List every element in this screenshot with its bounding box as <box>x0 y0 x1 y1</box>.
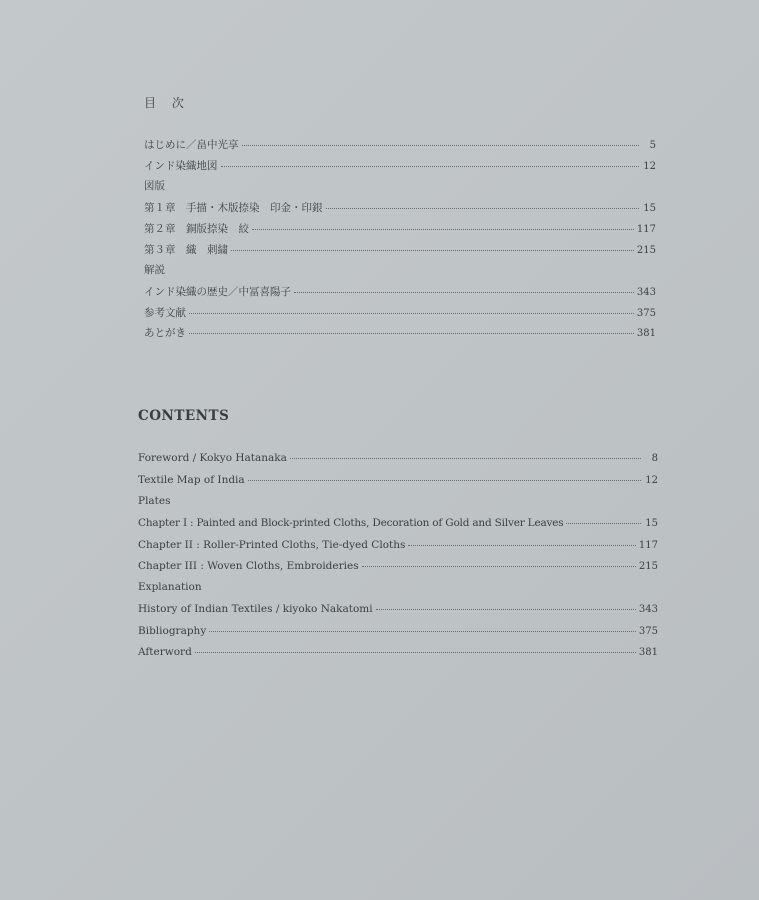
toc-entry <box>144 325 656 343</box>
dotted-leader <box>362 566 636 567</box>
toc-entry-title: Chapter I : Painted and Block-printed Cloths, Decoration of Gold and Silver Leaves <box>138 517 564 529</box>
dotted-leader <box>221 166 640 167</box>
toc-entry <box>138 539 658 557</box>
toc-entry-title: Foreword / Kokyo Hatanaka <box>138 452 287 464</box>
toc-entry <box>144 137 656 155</box>
toc-entry-title: インド染織の歴史／中冨喜陽子 <box>144 286 291 298</box>
dotted-leader <box>189 333 634 334</box>
dotted-leader <box>195 652 636 653</box>
toc-entry-page: 15 <box>643 203 656 214</box>
toc-section-label <box>144 178 656 196</box>
toc-entry-page: 381 <box>638 647 658 658</box>
dotted-leader <box>242 145 640 146</box>
toc-entry-title: Chapter II : Roller-Printed Cloths, Tie-dyed Cloths <box>138 539 406 551</box>
dotted-leader <box>326 208 640 209</box>
toc-section-label <box>138 581 658 599</box>
toc-entry-page: 12 <box>645 475 658 486</box>
toc-section-label <box>144 262 656 280</box>
toc-entry-title: 参考文献 <box>144 307 186 319</box>
toc-entry-title: Plates <box>138 495 171 507</box>
toc-entry-page: 5 <box>649 140 656 151</box>
toc-entry <box>138 560 658 578</box>
toc-entry-page: 381 <box>636 328 656 339</box>
dotted-leader <box>566 523 641 524</box>
toc-entry-page: 343 <box>638 604 658 615</box>
toc-entry <box>138 474 658 492</box>
toc-entry-title: Textile Map of India <box>138 474 245 486</box>
dotted-leader <box>189 313 634 314</box>
toc-entry-title: 第１章 手描・木版捺染 印金・印銀 <box>144 202 323 214</box>
toc-entry <box>138 452 658 470</box>
toc-entry-page: 375 <box>638 626 658 637</box>
toc-entry <box>138 603 658 621</box>
toc-entry <box>144 284 656 302</box>
toc-entry <box>138 625 658 643</box>
toc-entry-page: 215 <box>636 245 656 256</box>
toc-entry <box>138 517 658 535</box>
toc-entry-title: 第２章 銅版捺染 絞 <box>144 223 249 235</box>
dotted-leader <box>290 458 641 459</box>
toc-section-label <box>138 495 658 513</box>
toc-entry-title: History of Indian Textiles / kiyoko Nakatomi <box>138 603 373 615</box>
japanese-contents-heading: 目 次 <box>144 96 190 110</box>
toc-entry-page: 117 <box>638 540 658 551</box>
toc-entry-title: はじめに／畠中光享 <box>144 139 239 151</box>
dotted-leader <box>209 631 636 632</box>
toc-entry-title: Chapter III : Woven Cloths, Embroideries <box>138 560 359 572</box>
dotted-leader <box>376 609 636 610</box>
toc-entry-title: 図版 <box>144 180 165 192</box>
dotted-leader <box>408 545 636 546</box>
dotted-leader <box>248 480 641 481</box>
toc-entry-title: Afterword <box>138 646 192 658</box>
toc-entry-title: Explanation <box>138 581 202 593</box>
toc-entry-page: 8 <box>651 453 658 464</box>
dotted-leader <box>231 250 634 251</box>
english-contents-heading: CONTENTS <box>138 408 230 424</box>
toc-entry <box>144 158 656 176</box>
toc-entry <box>138 646 658 664</box>
toc-entry <box>144 200 656 218</box>
toc-entry-page: 15 <box>645 518 658 529</box>
toc-entry <box>144 221 656 239</box>
toc-entry-title: 解説 <box>144 264 165 276</box>
dotted-leader <box>252 229 634 230</box>
toc-entry-page: 215 <box>638 561 658 572</box>
toc-entry-page: 12 <box>643 161 656 172</box>
toc-entry-title: 第３章 織 刺繍 <box>144 244 228 256</box>
toc-entry <box>144 305 656 323</box>
toc-entry-title: インド染織地図 <box>144 160 218 172</box>
toc-entry-title: Bibliography <box>138 625 207 637</box>
dotted-leader <box>294 292 634 293</box>
toc-entry-page: 375 <box>636 308 656 319</box>
toc-entry-page: 117 <box>636 224 656 235</box>
toc-entry-page: 343 <box>636 287 656 298</box>
toc-entry-title: あとがき <box>144 327 186 339</box>
toc-entry <box>144 242 656 260</box>
